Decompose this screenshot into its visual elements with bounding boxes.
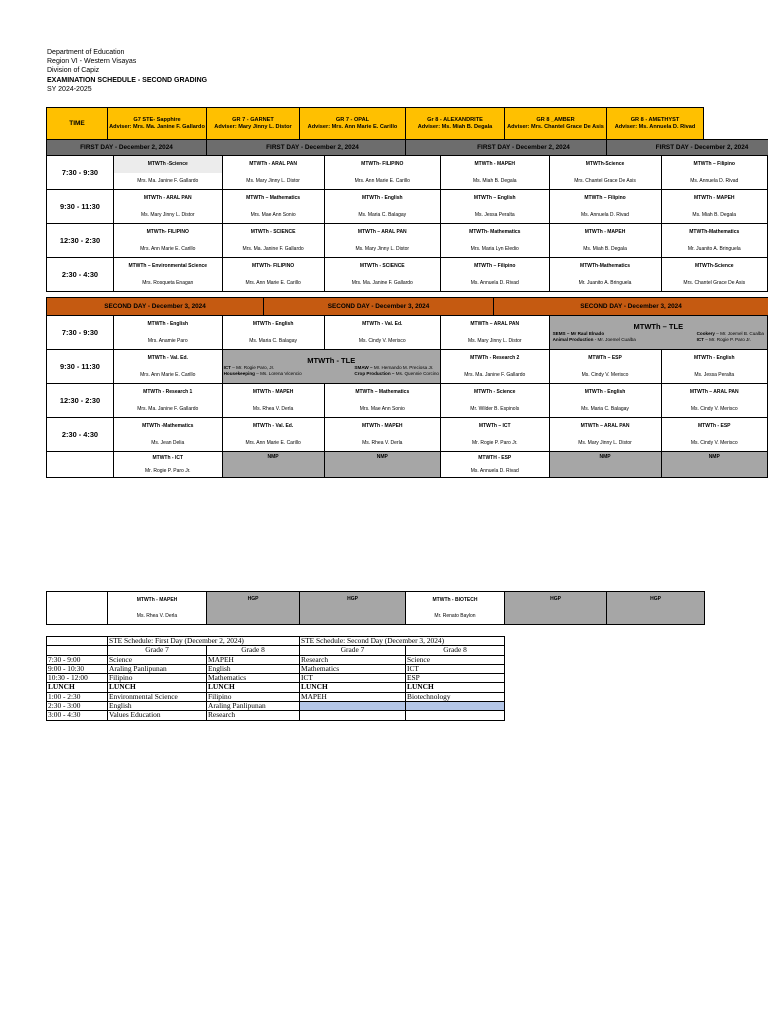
time-slot: 7:30 - 9:30 [47,316,114,350]
ste-subject: Research [207,711,300,720]
ste-day-title: STE Schedule: Second Day (December 3, 2024) [300,637,505,646]
subject-cell: MTWTh – English [440,190,549,207]
teacher-cell: Ms. Maria C. Balagay [549,401,661,418]
teacher-cell: Mrs. Ma. Janine F. Gallardo [440,367,549,384]
tle-title: MTWTh – TLE [633,322,684,332]
subject-cell: MTWTh - ICT [113,452,222,465]
table-row [47,350,768,367]
ste-subject: ICT [300,674,406,683]
tle-label: ICT [696,337,704,342]
teacher-cell: Mrs. Ma. Janine F. Gallardo [113,401,222,418]
teacher-cell: Ms. Cindy V. Merisco [324,333,440,350]
table-row [47,637,505,646]
teacher-cell: Mr. Wilder B. Espinols [440,401,549,418]
subject-cell: MTWTh - MAPEH [108,592,207,608]
header-line: SY 2024-2025 [47,85,92,93]
table-row [47,258,768,275]
subject-cell: MTWTh - Research 2 [440,350,549,367]
subject-cell: MTWTh- FILIPINO [113,224,222,241]
ste-subject [406,711,505,720]
table-row [47,683,505,692]
subject-cell: MTWTh - ARAL PAN [113,190,222,207]
teacher-cell: Mrs. Mae Ann Sonio [324,401,440,418]
teacher-cell: Mrs. Rosqueta Enagan [113,275,222,292]
time-slot: 9:30 - 11:30 [47,350,114,384]
tle-label: Cookery [696,331,715,337]
table-row [47,156,768,173]
tle-cell [222,350,440,384]
ste-time: 9:00 - 10:30 [47,664,108,673]
table-row [47,316,768,333]
subject-cell: MTWTh - Val. Ed. [222,418,324,435]
ste-subject: Science [108,655,207,664]
ste-subject: MAPEH [300,692,406,701]
teacher-cell: Mrs. Ann Marie E. Carillo [324,173,440,190]
teacher-cell: Ms. Miah B. Degala [549,241,661,258]
subject-cell: MTWTh – ICT [440,418,549,435]
subject-cell: MTWTh -Mathematics [113,418,222,435]
first-day-table [46,155,768,292]
second-day-label: SECOND DAY - December 3, 2024 [264,298,494,316]
subject-cell: MTWTh - MAPEH [324,418,440,435]
ste-day-title: STE Schedule: First Day (December 2, 2024) [108,637,300,646]
subject-cell: MTWTh – Environmental Science [113,258,222,275]
extra-schedule-row [46,591,705,625]
section-header: G7 STE- Sapphire Adviser: Mrs. Ma. Janine F. Gallardo [108,108,207,140]
time-slot: 12:30 - 2:30 [47,224,114,258]
subject-cell: MTWTh- Mathematics [440,224,549,241]
teacher-cell: Mrs. Anamie Paro [113,333,222,350]
table-row [47,190,768,207]
second-day-label: SECOND DAY - December 3, 2024 [47,298,264,316]
blank-cell [47,646,108,655]
grade-header: Grade 7 [300,646,406,655]
teacher-cell: Mr. Rogie P. Paro Jr. [113,465,222,478]
subject-cell: MTWTH - ESP [440,452,549,465]
ste-subject: Araling Panlipunan [108,664,207,673]
subject-cell: MTWTh- FILIPINO [222,258,324,275]
subject-cell: MTWTh - Val. Ed. [113,350,222,367]
tle-teacher: Ms. Quennie Corcino [394,371,439,376]
teacher-cell: Mrs. Ann Marie E. Carillo [113,241,222,258]
hgp-cell: HGP [207,592,300,625]
table-row [47,224,768,241]
teacher-cell: Mr. Juanito A. Bringuela [661,241,768,258]
ste-subject: Mathematics [300,664,406,673]
subject-cell: MTWTh-Science [549,156,661,173]
table-row [47,401,768,418]
subject-cell: MTWTh – Filipino [661,156,768,173]
teacher-cell: Mr. Rogie P. Paro Jr. [440,435,549,452]
tle-teacher: - Mr. Joemel Cualba [593,337,636,342]
tle-teacher: – Mr. Rogie Paro, Jr. [230,365,275,371]
header-line: Region VI - Western Visayas [47,58,137,66]
teacher-cell: Ms. Miah B. Degala [661,207,768,224]
tle-label: SMAW – [354,365,373,371]
ste-lunch: LUNCH [406,683,505,692]
subject-cell: MTWTh - SCIENCE [222,224,324,241]
ste-subject: Values Education [108,711,207,720]
subject-cell: MTWTh - English [113,316,222,333]
table-row [47,207,768,224]
ste-subject [300,711,406,720]
table-row [47,418,768,435]
teacher-cell: Mrs. Ann Marie E. Carillo [222,435,324,452]
table-row [47,275,768,292]
subject-cell: MTWTh – ARAL PAN [440,316,549,333]
ste-subject: Filipino [207,692,300,701]
subject-cell: MTWTh – ARAL PAN [549,418,661,435]
time-slot: 9:30 - 11:30 [47,190,114,224]
tle-label: Housekeeping [223,371,255,376]
subject-cell: MTWTh - MAPEH [440,156,549,173]
teacher-cell: Mrs. Chantel Grace De Asis [549,173,661,190]
subject-cell: MTWTh - Val. Ed. [324,316,440,333]
second-day-label: SECOND DAY - December 3, 2024 [494,298,768,316]
ste-time: 2:30 - 3:00 [47,702,108,711]
subject-cell: MTWTh -Science [113,156,222,173]
ste-lunch: LUNCH [47,683,108,692]
teacher-cell: Ms. Annuela D. Rivad [661,173,768,190]
ste-subject: ICT [406,664,505,673]
tle-title: MTWTh - TLE [307,356,356,366]
ste-subject: MAPEH [207,655,300,664]
table-row [47,655,505,664]
tle-label: Animal Production [552,337,594,342]
grade-header: Grade 7 [108,646,207,655]
ste-blank [406,702,505,711]
teacher-cell: Ms. Mary Jinny L. Distor [549,435,661,452]
subject-cell: MTWTh – Filipino [440,258,549,275]
ste-subject: Science [406,655,505,664]
teacher-cell: Ms. Cindy V. Merisco [661,435,768,452]
teacher-cell: Ms. Jean Delia [113,435,222,452]
grade-header: Grade 8 [406,646,505,655]
section-header: GR 8 _AMBER Adviser: Mrs. Chantel Grace De Asis [505,108,607,140]
header-title: EXAMINATION SCHEDULE - SECOND GRADING [47,76,208,84]
blank-cell [47,637,108,646]
teacher-cell: Mrs. Maria Lyn Eledio [440,241,549,258]
nmp-cell: NMP [661,452,768,478]
ste-schedule-table [46,636,505,721]
teacher-cell: Mr. Juanito A. Bringuela [549,275,661,292]
ste-lunch: LUNCH [207,683,300,692]
ste-blank [300,702,406,711]
ste-subject: Biotechnology [406,692,505,701]
ste-lunch: LUNCH [300,683,406,692]
subject-cell: MTWTh - ESP [661,418,768,435]
tle-teacher: – Mr. Rogie P. Paro Jr. [703,337,751,342]
subject-cell: MTWTh - SCIENCE [324,258,440,275]
tle-label: SEMS – Mr Raul Elnado [552,331,605,337]
subject-cell: MTWTh – ARAL PAN [661,384,768,401]
nmp-cell: NMP [549,452,661,478]
teacher-cell: Mrs. Ma. Janine F. Gallardo [113,173,222,190]
section-header: GR 7 - OPAL Adviser: Mrs. Ann Marie E. Carillo [300,108,406,140]
teacher-cell: Ms. Mary Jinny L. Distor [113,207,222,224]
teacher-cell: Mrs. Ann Marie E. Carillo [222,275,324,292]
subject-cell: MTWTh – ARAL PAN [324,224,440,241]
teacher-cell: Ms. Annuela D. Rivad [549,207,661,224]
ste-subject: English [207,664,300,673]
tle-teacher: – Mr. Joemel B. Cualba [714,331,764,337]
ste-time: 7:30 - 9:00 [47,655,108,664]
subject-cell: MTWTh-Mathematics [549,258,661,275]
teacher-cell: Mrs. Ann Marie E. Carillo [113,367,222,384]
teacher-cell: Ms. Rhea V. Derla [108,608,207,625]
first-day-bar [47,140,768,156]
tle-label: ICT [223,365,231,371]
time-slot-empty [47,452,114,478]
subject-cell: MTWTh – Mathematics [222,190,324,207]
subject-cell: MTWTh - MAPEH [549,224,661,241]
table-row [47,241,768,258]
tle-label: Crop Production – [354,371,395,376]
second-day-table [46,315,768,478]
ste-time: 3:00 - 4:30 [47,711,108,720]
time-slot: 12:30 - 2:30 [47,384,114,418]
table-row [47,435,768,452]
tle-teacher: – Ms. Lorena Vicencio [254,371,302,376]
subject-cell: MTWTh - Science [440,384,549,401]
ste-time: 1:00 - 2:30 [47,692,108,701]
ste-subject: English [108,702,207,711]
table-row [47,646,505,655]
hgp-cell: HGP [300,592,406,625]
nmp-cell: NMP [324,452,440,478]
ste-subject: ESP [406,674,505,683]
subject-cell: MTWTh - English [222,316,324,333]
time-slot: 7:30 - 9:30 [47,156,114,190]
table-row [47,592,705,608]
table-row [47,384,768,401]
subject-cell: MTWTh - MAPEH [661,190,768,207]
hgp-cell: HGP [607,592,705,625]
time-slot-empty [47,592,108,625]
tle-cell [549,316,767,350]
teacher-cell: Ms. Jessa Peralta [661,367,768,384]
first-day-label: FIRST DAY - December 2, 2024 [607,140,768,156]
table-row [47,452,768,465]
ste-time: 10:30 - 12:00 [47,674,108,683]
ste-lunch: LUNCH [108,683,207,692]
time-slot: 2:30 - 4:30 [47,258,114,292]
spacer [704,108,768,140]
ste-subject: Filipino [108,674,207,683]
first-day-label: FIRST DAY - December 2, 2024 [207,140,406,156]
subject-cell: MTWTh- FILIPINO [324,156,440,173]
subject-cell: MTWTh - English [324,190,440,207]
subject-cell: MTWTh - MAPEH [222,384,324,401]
ste-subject: Araling Panlipunan [207,702,300,711]
nmp-cell: NMP [222,452,324,478]
subject-cell: MTWTh – Filipino [549,190,661,207]
teacher-cell: Ms. Jessa Peralta [440,207,549,224]
teacher-cell: Ms. Mary Jinny L. Distor [222,173,324,190]
teacher-cell: Ms. Rhea V. Derla [222,401,324,418]
subject-cell: MTWTh-Science [661,258,768,275]
table-row [47,711,505,720]
teacher-cell: Ms. Cindy V. Merisco [549,367,661,384]
header-line: Department of Education [47,49,125,56]
teacher-cell: Ms. Rhea V. Derla [324,435,440,452]
teacher-cell: Ms. Maria C. Balagay [324,207,440,224]
table-row [47,173,768,190]
first-day-label: FIRST DAY - December 2, 2024 [47,140,207,156]
teacher-cell: Mrs. Chantel Grace De Asis [661,275,768,292]
ste-subject: Mathematics [207,674,300,683]
teacher-cell: Mrs. Ma. Janine F. Gallardo [324,275,440,292]
teacher-cell: Ms. Annuela D. Rivad [440,275,549,292]
subject-cell: MTWTh - ARAL PAN [222,156,324,173]
section-header-row [47,108,768,140]
section-header: GR 7 - GARNET Adviser: Mary Jinny L. Distor [207,108,300,140]
subject-cell: MTWTh - BIOTECH [406,592,505,608]
header-line: Division of Capiz [47,67,100,75]
grade-header: Grade 8 [207,646,300,655]
teacher-cell: Mr. Renato Baylon [406,608,505,625]
exam-schedule-table [46,107,768,156]
teacher-cell: Ms. Annuela D. Rivad [440,465,549,478]
teacher-cell: Ms. Maria C. Balagay [222,333,324,350]
teacher-cell: Mrs. Ma. Janine F. Gallardo [222,241,324,258]
teacher-cell: Ms. Mary Jinny L. Distor [324,241,440,258]
section-header: Gr 8 - ALEXANDRITE Adviser: Ms. Miah B. Degala [406,108,505,140]
subject-cell: MTWTh – ESP [549,350,661,367]
tle-teacher: Mr. Hernando M. Preciosa Jr. [372,365,434,371]
subject-cell: MTWTh – Mathematics [324,384,440,401]
document-header [47,48,207,94]
ste-subject: Research [300,655,406,664]
second-day-bar [47,298,768,316]
subject-cell: MTWTh - English [549,384,661,401]
subject-cell: MTWTh - Research 1 [113,384,222,401]
time-header: TIME [47,108,108,140]
subject-cell: MTWTh-Mathematics [661,224,768,241]
teacher-cell: Ms. Miah B. Degala [440,173,549,190]
teacher-cell: Ms. Cindy V. Merisco [661,401,768,418]
section-header: GR 8 - AMETHYST Adviser: Ms. Annuela D. Rivad [607,108,704,140]
teacher-cell: Ms. Mary Jinny L. Distor [440,333,549,350]
hgp-cell: HGP [505,592,607,625]
second-day-bar-table [46,297,768,316]
first-day-label: FIRST DAY - December 2, 2024 [406,140,607,156]
teacher-cell: Mrs. Mae Ann Sonio [222,207,324,224]
subject-cell: MTWTh - English [661,350,768,367]
ste-subject: Environmental Science [108,692,207,701]
time-slot: 2:30 - 4:30 [47,418,114,452]
